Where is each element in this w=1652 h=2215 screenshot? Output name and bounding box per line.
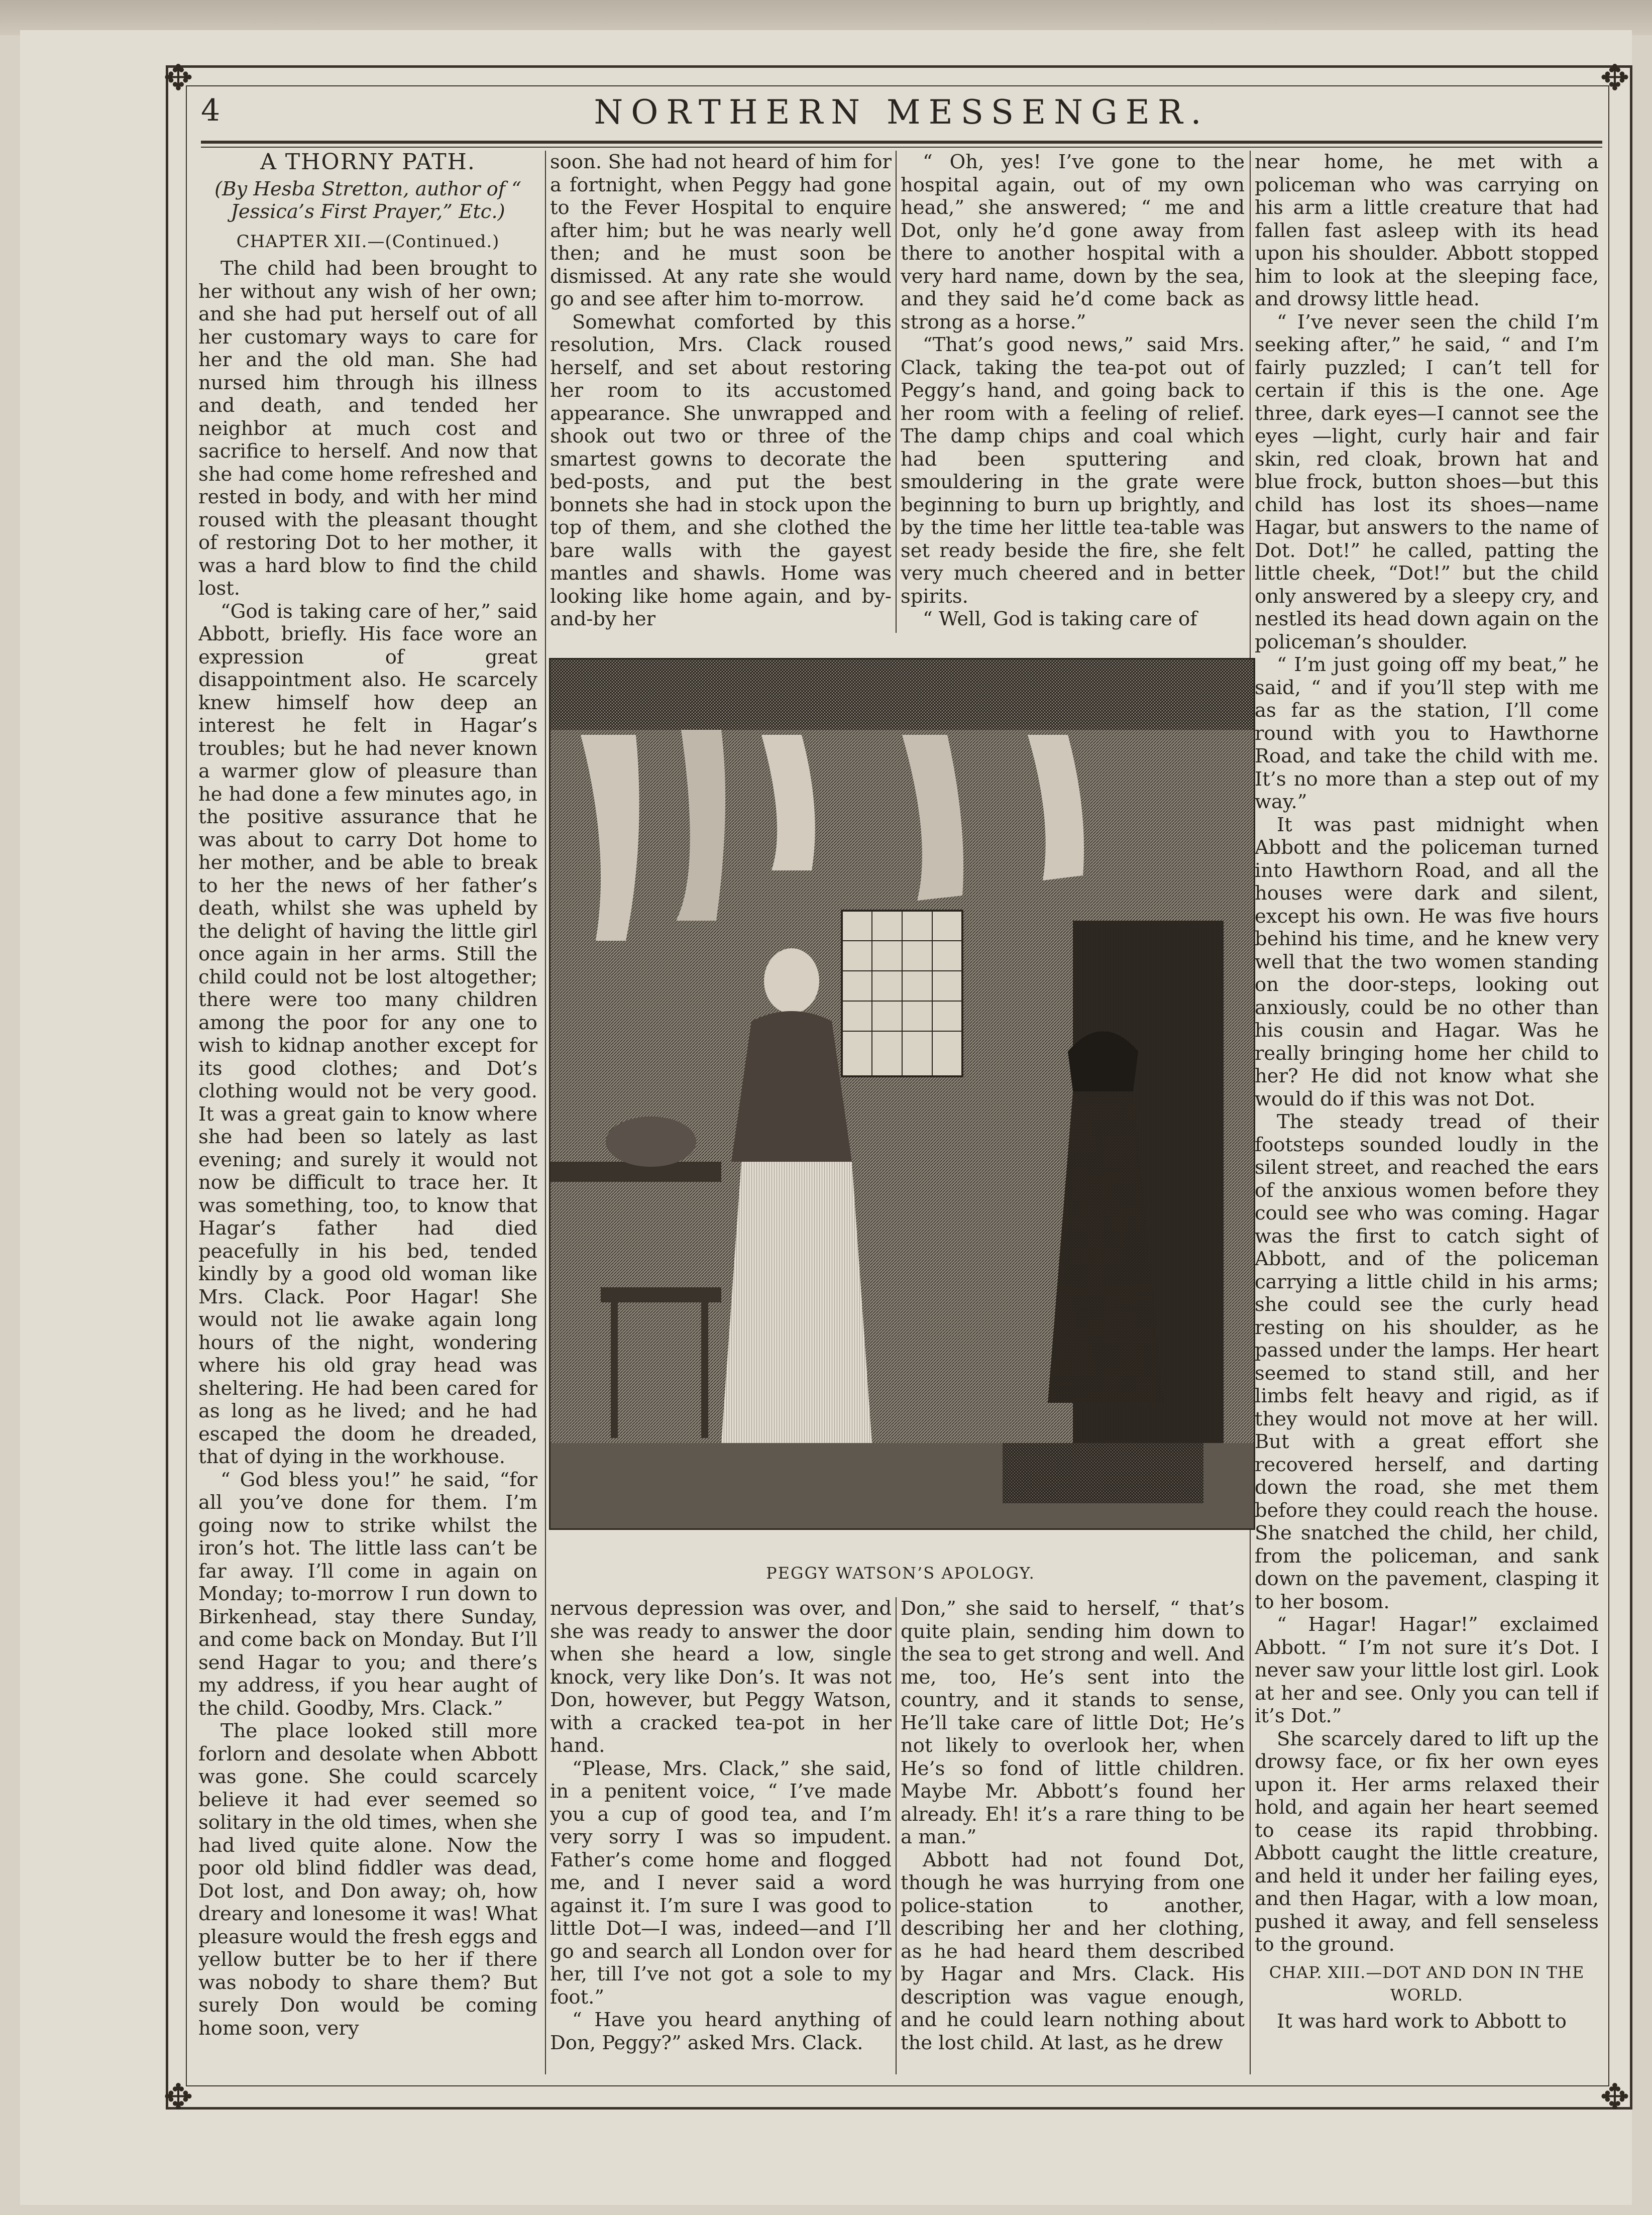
paragraph: Somewhat comforted by this resolution, Mrs. Clack roused herself, and set about restoring her room to its accustomed appearance. She unwrapped and shook out two or three of the smartest gowns to decorate the bed-posts, and put the best bonnets she had in stock upon the top of them, and she clothed the bare walls with the gayest mantles and shawls. Home was looking like home again, and by-and-by her	[550, 310, 892, 630]
paragraph: The child had been brought to her without any wish of her own; and she had put herself out of all her customary ways to care for her and the old man. She had nursed him through his illness and death, and tended her neighbor at much cost and sacrifice to herself. And now that she had come home refreshed and rested in body, and with her mind roused with the pleasant thought of restoring Dot to her mother, it was a hard blow to find the child lost.	[198, 257, 537, 600]
page-number: 4	[201, 93, 221, 128]
column-divider-1	[545, 151, 546, 2074]
paragraph: The place looked still more forlorn and desolate when Abbott was gone. She could scarcely believe it had ever seemed so solitary in the old times, when she had lived quite alone. Now the poor old blind fiddler was dead, Dot lost, and Don away; oh, how dreary and lonesome it was! What pleasure would the fresh eggs and yellow butter be to her if there was nobody to share them? But surely Don would be coming home soon, very	[198, 1720, 537, 2040]
paragraph: It was past midnight when Abbott and the policeman turned into Hawthorn Road, and all the houses were dark and silent, except his own. He was five hours behind his time, and he knew very well that the two women standing on the door-steps, looking out anxiously, could be no other than his cousin and Hagar. Was he really bringing home her child to her? He did not know what she would do if this was not Dot.	[1255, 813, 1599, 1111]
paragraph: “ God bless you!” he said, “for all you’ve done for them. I’m going now to strike whilst the iron’s hot. The little lass can’t be far away. I’ll come in again on Monday; to-morrow I run down to Birkenhead, stay there Sunday, and come back on Monday. But I’ll send Hagar to you; and there’s my address, if you hear aught of the child. Goodby, Mrs. Clack.”	[198, 1468, 537, 1720]
article-byline: (By Hesba Stretton, author of “ Jessica’s First Prayer,” Etc.)	[214, 177, 521, 223]
corner-ornament-top-right: ✥	[1600, 57, 1630, 98]
illustration-caption: PEGGY WATSON’S APOLOGY.	[766, 1564, 1035, 1583]
paragraph: “ Well, God is taking care of	[923, 608, 1197, 630]
paragraph: She scarcely dared to lift up the drowsy face, or fix her own eyes upon it. Her arms relaxed their hold, and again her heart seemed to cease its rapid throbbing. Abbott caught the little creature, and held it under her failing eyes, and then Hagar, with a low moan, pushed it away, and fell senseless to the ground.	[1255, 1727, 1599, 1956]
paragraph: “ I’ve never seen the child I’m seeking after,” he said, “ and I’m fairly puzzled; I can’t tell for certain if this is the one. Age three, dark eyes—I cannot see the eyes —light, curly hair and fair skin, red cloak, brown hat and blue frock, button shoes—but this child has lost its shoes—name Hagar, but answers to the name of Dot. Dot!” he called, patting the little cheek, “Dot!” but the child only answered by a sleepy cry, and nestled its head down again on the policeman’s shoulder.	[1255, 310, 1599, 653]
column-4	[1255, 151, 1599, 2079]
paragraph: “ Have you heard anything of Don, Peggy?” asked Mrs. Clack.	[550, 2009, 892, 2054]
chapter-13-heading: CHAP. XIII.—DOT AND DON IN THE WORLD.	[1269, 1962, 1585, 2005]
column-3-bottom	[901, 1597, 1245, 2077]
paragraph: “ I’m just going off my beat,” he said, “ and if you’ll step with me as far as the station, I’ll come round with you to Hawthorne Road, and take the child with me. It’s no more than a step out of my way.”	[1255, 653, 1599, 813]
paragraph: “ Oh, yes! I’ve gone to the hospital again, out of my own head,” she answered; “ me and Dot, only he’d gone away from there to another hospital with a very hard name, down by the sea, and they said he’d come back as strong as a horse.”	[901, 151, 1245, 334]
engraving-scene	[550, 659, 1254, 1528]
column-divider-2-top	[896, 151, 897, 633]
article-title: A THORNY PATH.	[260, 151, 476, 175]
paragraph: The steady tread of their footsteps sounded loudly in the silent street, and reached the ears of the anxious women before they could see who was coming. Hagar was the first to catch sight of Abbott, and of the policeman carrying a little child in his arms; she could see the curly head resting on his shoulder, as he passed under the lamps. Her heart seemed to stand still, and her limbs felt heavy and rigid, as if they would not move at her will. But with a great effort she recovered herself, and darting down the road, she met them before they could reach the house. She snatched the child, her child, from the policeman, and sank down on the pavement, clasping it to her bosom.	[1255, 1111, 1599, 1613]
paragraph: “Please, Mrs. Clack,” she said, in a penitent voice, “ I’ve made you a cup of good tea, and I’m very sorry I was so impudent. Father’s come home and flogged me, and I never said a word against it. I’m sure I was good to little Dot—I was, indeed—and I’ll go and search all London over for her, till I’ve not got a sole to my foot.”	[550, 1757, 892, 2009]
column-1	[198, 151, 537, 2079]
column-divider-2-bottom	[896, 1597, 897, 2074]
paragraph: “That’s good news,” said Mrs. Clack, taking the tea-pot out of Peggy’s hand, and going back to her room with a feeling of relief. The damp chips and coal which had been sputtering and smouldering in the grate were beginning to burn up brightly, and by the time her little tea-table was set ready beside the fire, she felt very much cheered and in better spirits.	[901, 334, 1245, 608]
header-rule-thin	[201, 147, 1602, 148]
paragraph: nervous depression was over, and she was ready to answer the door when she heard a low, single knock, very like Don’s. It was not Don, however, but Peggy Watson, with a cracked tea-pot in her hand.	[550, 1597, 892, 1757]
paragraph: Don,” she said to herself, “ that’s quite plain, sending him down to the sea to get strong and well. And me, too, He’s sent into the country, and it stands to sense, He’ll take care of little Dot; He’s not likely to overlook her, when He’s so fond of little children. Maybe Mr. Abbott’s found her already. Eh! it’s a rare thing to be a man.”	[901, 1597, 1245, 1848]
paragraph: Abbott had not found Dot, though he was hurrying from one police-station to another, describing her and her clothing, as he had heard them described by Hagar and Mrs. Clack. His description was vague enough, and he could learn nothing about the lost child. At last, as he drew	[901, 1848, 1245, 2054]
column-2-bottom	[550, 1597, 892, 2077]
header-rule	[201, 141, 1602, 144]
paragraph: soon. She had not heard of him for a fortnight, when Peggy had gone to the Fever Hospital to enquire after him; but he was nearly well then; and he must soon be dismissed. At any rate she would go and see after him to-morrow.	[550, 151, 892, 310]
corner-ornament-bottom-right: ✥	[1600, 2076, 1630, 2118]
paragraph: “God is taking care of her,” said Abbott, briefly. His face wore an expression of great disappointment also. He scarcely knew himself how deep an interest he felt in Hagar’s troubles; but he had never known a warmer glow of pleasure than he had done a few minutes ago, in the positive assurance that he was about to carry Dot home to her mother, and be able to break to her the news of her father’s death, whilst she was upheld by the delight of having the little girl once again in her arms. Still the child could not be lost altogether; there were too many children among the poor for any one to wish to kidnap another except for its good clothes; and Dot’s clothing would not be very good. It was a great gain to know where she had been so lately as last evening; and surely it would not now be difficult to trace her. It was something, too, to know that Hagar’s father had died peacefully in his bed, tended kindly by a good old woman like Mrs. Clack. Poor Hagar! She would not lie awake again long hours of the night, wondering where his old gray head was sheltering. He had been cared for as long as he lived; and he had escaped the doom he dreaded, that of dying in the workhouse.	[198, 600, 537, 1468]
column-3-top	[901, 151, 1245, 633]
chapter-heading: CHAPTER XII.—(Continued.)	[236, 231, 500, 252]
paragraph: near home, he met with a policeman who was carrying on his arm a little creature that had fallen fast asleep with its head upon his shoulder. Abbott stopped him to look at the sleeping face, and drowsy little head.	[1255, 151, 1599, 310]
engraving-illustration	[549, 658, 1255, 1530]
corner-ornament-bottom-left: ✥	[163, 2076, 193, 2118]
paragraph: “ Hagar! Hagar!” exclaimed Abbott. “ I’m not sure it’s Dot. I never saw your little lost girl. Look at her and see. Only you can tell if it’s Dot.”	[1255, 1613, 1599, 1727]
corner-ornament-top-left: ✥	[163, 57, 193, 98]
page-header	[201, 93, 1602, 138]
masthead-title: NORTHERN MESSENGER.	[594, 93, 1209, 132]
paragraph: It was hard work to Abbott to	[1277, 2010, 1567, 2033]
column-2-top	[550, 151, 892, 633]
